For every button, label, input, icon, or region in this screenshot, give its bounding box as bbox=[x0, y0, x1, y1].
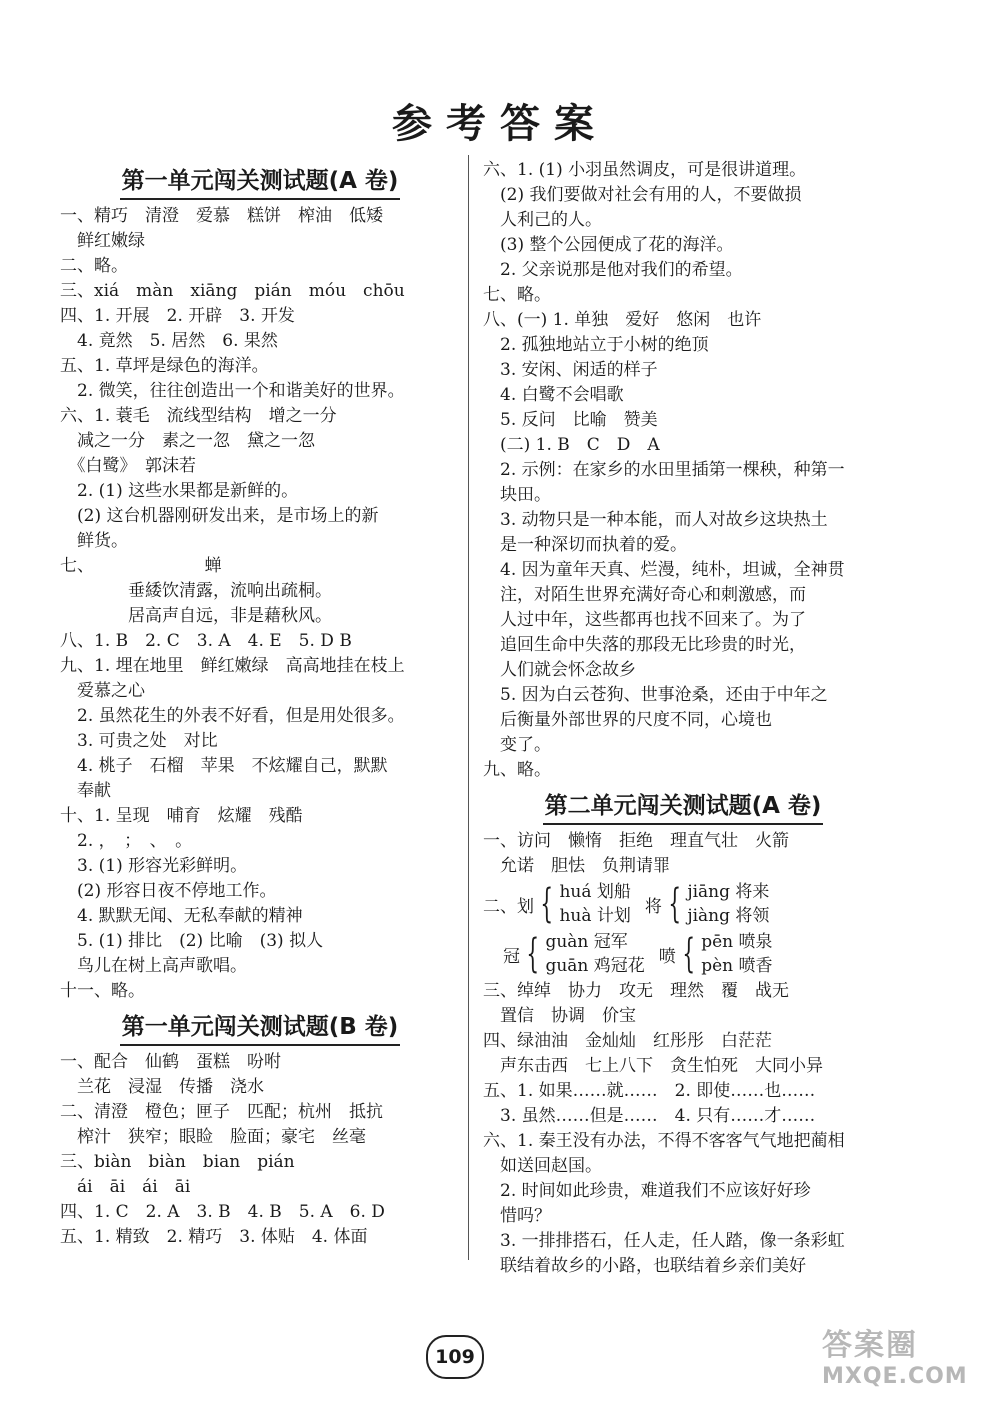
polyphone-reading: pèn 喷香 bbox=[701, 956, 773, 976]
answer-line: 二、清澄 橙色；匣子 匹配；杭州 抵抗 bbox=[60, 1102, 383, 1122]
answer-line: 鲜货。 bbox=[60, 531, 128, 551]
page-title: 参考答案 bbox=[392, 101, 608, 147]
watermark-text: 答案圈 bbox=[822, 1328, 918, 1363]
answer-line: 5. 因为白云苍狗、世事沧桑，还由于中年之 bbox=[483, 685, 828, 705]
polyphone-char: 冠 bbox=[503, 946, 520, 967]
answer-line: 2. 示例：在家乡的水田里插第一棵秧，种第一 bbox=[483, 460, 845, 480]
answer-line: 置信 协调 价宝 bbox=[483, 1006, 636, 1026]
polyphone-reading: pēn 喷泉 bbox=[701, 932, 773, 952]
answer-line: 垂緌饮清露，流响出疏桐。 bbox=[60, 581, 332, 601]
answer-line: 后衡量外部世界的尺度不同，心境也 bbox=[483, 710, 772, 730]
answer-line: 5. (1) 排比 (2) 比喻 (3) 拟人 bbox=[60, 931, 324, 951]
answer-line: 三、xiá màn xiāng pián móu chōu bbox=[60, 281, 405, 301]
answer-line: 联结着故乡的小路，也联结着乡亲们美好 bbox=[483, 1256, 806, 1276]
answer-line: 十、1. 呈现 哺育 炫耀 残酷 bbox=[60, 806, 303, 826]
polyphone-reading: jiāng 将来 bbox=[687, 882, 770, 902]
answer-line: 一、配合 仙鹤 蛋糕 吩咐 bbox=[60, 1052, 281, 1072]
answer-line: 4. 桃子 石榴 苹果 不炫耀自己，默默 bbox=[60, 756, 388, 776]
answer-line: 人们就会怀念故乡 bbox=[483, 660, 636, 680]
answer-line: 人过中年，这些都再也找不回来了。为了 bbox=[483, 610, 806, 630]
brace-icon: { bbox=[540, 881, 554, 927]
answer-line: 3. (1) 形容光彩鲜明。 bbox=[60, 856, 248, 876]
answer-line: 变了。 bbox=[483, 735, 551, 755]
answer-line: 二、略。 bbox=[60, 256, 128, 276]
polyphone-reading: guān 鸡冠花 bbox=[545, 956, 645, 976]
answer-line: 块田。 bbox=[483, 485, 551, 505]
answer-line: 3. 虽然……但是…… 4. 只有……才…… bbox=[483, 1106, 816, 1126]
polyphone-char: 将 bbox=[644, 896, 662, 917]
answer-line: 三、biàn biàn bian pián bbox=[60, 1152, 295, 1172]
answer-line: 七、略。 bbox=[483, 285, 551, 305]
answer-line: 2. 时间如此珍贵，难道我们不应该好好珍 bbox=[483, 1181, 811, 1201]
answer-line: 4. 竟然 5. 居然 6. 果然 bbox=[60, 331, 278, 351]
answer-line: 2. 父亲说那是他对我们的希望。 bbox=[483, 260, 743, 280]
answer-line: 4. 白鹭不会唱歌 bbox=[483, 385, 624, 405]
brace-icon: { bbox=[668, 881, 681, 927]
polyphone-char: 二、划 bbox=[483, 896, 534, 917]
page-number-badge: 109 bbox=[426, 1335, 484, 1379]
polyphone-row-2 bbox=[483, 929, 883, 979]
answer-line: 4. 因为童年天真、烂漫，纯朴，坦诚，全神贯 bbox=[483, 560, 845, 580]
polyphone-char: 喷 bbox=[658, 946, 676, 967]
answer-line: 鸟儿在树上高声歌唱。 bbox=[60, 956, 247, 976]
answer-line: 四、1. C 2. A 3. B 4. B 5. A 6. D bbox=[60, 1202, 385, 1222]
answer-line: 四、绿油油 金灿灿 红彤彤 白茫茫 bbox=[483, 1031, 772, 1051]
answer-line: 爱慕之心 bbox=[60, 681, 145, 701]
answer-line: 声东击西 七上八下 贪生怕死 大同小异 bbox=[483, 1056, 823, 1076]
left-column bbox=[60, 158, 460, 1250]
answer-line: 2. 微笑，往往创造出一个和谐美好的世界。 bbox=[60, 381, 405, 401]
answer-line: 一、访问 懒惰 拒绝 理直气壮 火箭 bbox=[483, 831, 789, 851]
answer-line: 六、1. 秦王没有办法，不得不客客气气地把蔺相 bbox=[483, 1131, 845, 1151]
section-title-unit1-a: 第一单元闯关测试题(A 卷) bbox=[60, 158, 460, 204]
answer-line: 2. ， ； 、 。 bbox=[60, 831, 193, 851]
polyphone-reading: huá 划船 bbox=[559, 882, 631, 902]
answer-line: 一、精巧 清澄 爱慕 糕饼 榨油 低矮 bbox=[60, 206, 383, 226]
answer-line: 九、略。 bbox=[483, 760, 551, 780]
answer-line: 是一种深切而执着的爱。 bbox=[483, 535, 687, 555]
polyphone-row-1 bbox=[483, 879, 883, 929]
watermark-url: MXQE.COM bbox=[822, 1364, 968, 1389]
answer-line: 八、(一) 1. 单独 爱好 悠闲 也许 bbox=[483, 310, 762, 330]
answer-line: 兰花 浸湿 传播 浇水 bbox=[60, 1077, 264, 1097]
brace-icon: { bbox=[682, 931, 695, 977]
answer-line: ái āi ái āi bbox=[60, 1177, 191, 1197]
answer-line: 减之一分 素之一忽 黛之一忽 bbox=[60, 431, 315, 451]
answer-line: 人利己的人。 bbox=[483, 210, 602, 230]
answer-line: 《白鹭》 郭沫若 bbox=[60, 456, 196, 476]
answers-unit1-b bbox=[60, 1050, 460, 1250]
answer-line: 2. 孤独地站立于小树的绝顶 bbox=[483, 335, 709, 355]
answer-line: 追回生命中失落的那段无比珍贵的时光， bbox=[483, 635, 806, 655]
answer-line: 七、 蝉 bbox=[60, 556, 222, 576]
watermark-logo bbox=[822, 1320, 990, 1406]
answer-line: 居高声自远，非是藉秋风。 bbox=[60, 606, 332, 626]
polyphone-reading: jiàng 将领 bbox=[687, 906, 770, 926]
answer-line: 3. 动物只是一种本能，而人对故乡这块热土 bbox=[483, 510, 828, 530]
answer-line: 2. (1) 这些水果都是新鲜的。 bbox=[60, 481, 299, 501]
answer-line: 六、1. (1) 小羽虽然调皮，可是很讲道理。 bbox=[483, 160, 807, 180]
answer-line: 奉献 bbox=[60, 781, 111, 801]
answers-unit1-a bbox=[60, 204, 460, 1004]
section-title-unit2-a: 第二单元闯关测试题(A 卷) bbox=[483, 783, 883, 829]
answer-line: 3. 可贵之处 对比 bbox=[60, 731, 218, 751]
answer-line: 十一、略。 bbox=[60, 981, 145, 1001]
answer-line: 惜吗？ bbox=[483, 1206, 551, 1226]
answer-line: 五、1. 精致 2. 精巧 3. 体贴 4. 体面 bbox=[60, 1227, 368, 1247]
answer-line: 四、1. 开展 2. 开辟 3. 开发 bbox=[60, 306, 295, 326]
polyphone-reading: huà 计划 bbox=[559, 906, 631, 926]
answer-line: 五、1. 如果……就…… 2. 即使……也…… bbox=[483, 1081, 816, 1101]
polyphone-reading: guàn 冠军 bbox=[545, 932, 628, 952]
brace-icon: { bbox=[526, 931, 540, 977]
answer-line: 3. 安闲、闲适的样子 bbox=[483, 360, 658, 380]
answer-line: 如送回赵国。 bbox=[483, 1156, 602, 1176]
right-column bbox=[483, 158, 883, 1279]
answers-unit1-a-continued bbox=[483, 158, 883, 783]
answer-line: (3) 整个公园便成了花的海洋。 bbox=[483, 235, 734, 255]
answer-line: 4. 默默无闻、无私奉献的精神 bbox=[60, 906, 303, 926]
answer-line: (2) 形容日夜不停地工作。 bbox=[60, 881, 277, 901]
answer-line: 5. 反问 比喻 赞美 bbox=[483, 410, 658, 430]
answer-line: 五、1. 草坪是绿色的海洋。 bbox=[60, 356, 269, 376]
section-title-unit1-b: 第一单元闯关测试题(B 卷) bbox=[60, 1004, 460, 1050]
answer-line: 3. 一排排搭石，任人走，任人踏，像一条彩虹 bbox=[483, 1231, 845, 1251]
column-divider bbox=[468, 155, 469, 1260]
answer-line: 六、1. 蓑毛 流线型结构 增之一分 bbox=[60, 406, 337, 426]
answer-line: 八、1. B 2. C 3. A 4. E 5. D B bbox=[60, 631, 352, 651]
answer-line: 鲜红嫩绿 bbox=[60, 231, 145, 251]
answer-line: 注，对陌生世界充满好奇心和刺激感，而 bbox=[483, 585, 806, 605]
answer-line: 允诺 胆怯 负荆请罪 bbox=[483, 856, 670, 876]
answer-line: (2) 我们要做对社会有用的人，不要做损 bbox=[483, 185, 802, 205]
answer-line: 九、1. 埋在地里 鲜红嫩绿 高高地挂在枝上 bbox=[60, 656, 405, 676]
answer-line: 榨汁 狭窄；眼睑 脸面；豪宅 丝毫 bbox=[60, 1127, 366, 1147]
answer-line: 三、绰绰 协力 攻无 理然 覆 战无 bbox=[483, 981, 789, 1001]
answers-unit2-a bbox=[483, 979, 883, 1279]
answer-line: (二) 1. B C D A bbox=[483, 435, 660, 455]
answer-line: (2) 这台机器刚研发出来，是市场上的新 bbox=[60, 506, 379, 526]
answer-line: 2. 虽然花生的外表不好看，但是用处很多。 bbox=[60, 706, 405, 726]
